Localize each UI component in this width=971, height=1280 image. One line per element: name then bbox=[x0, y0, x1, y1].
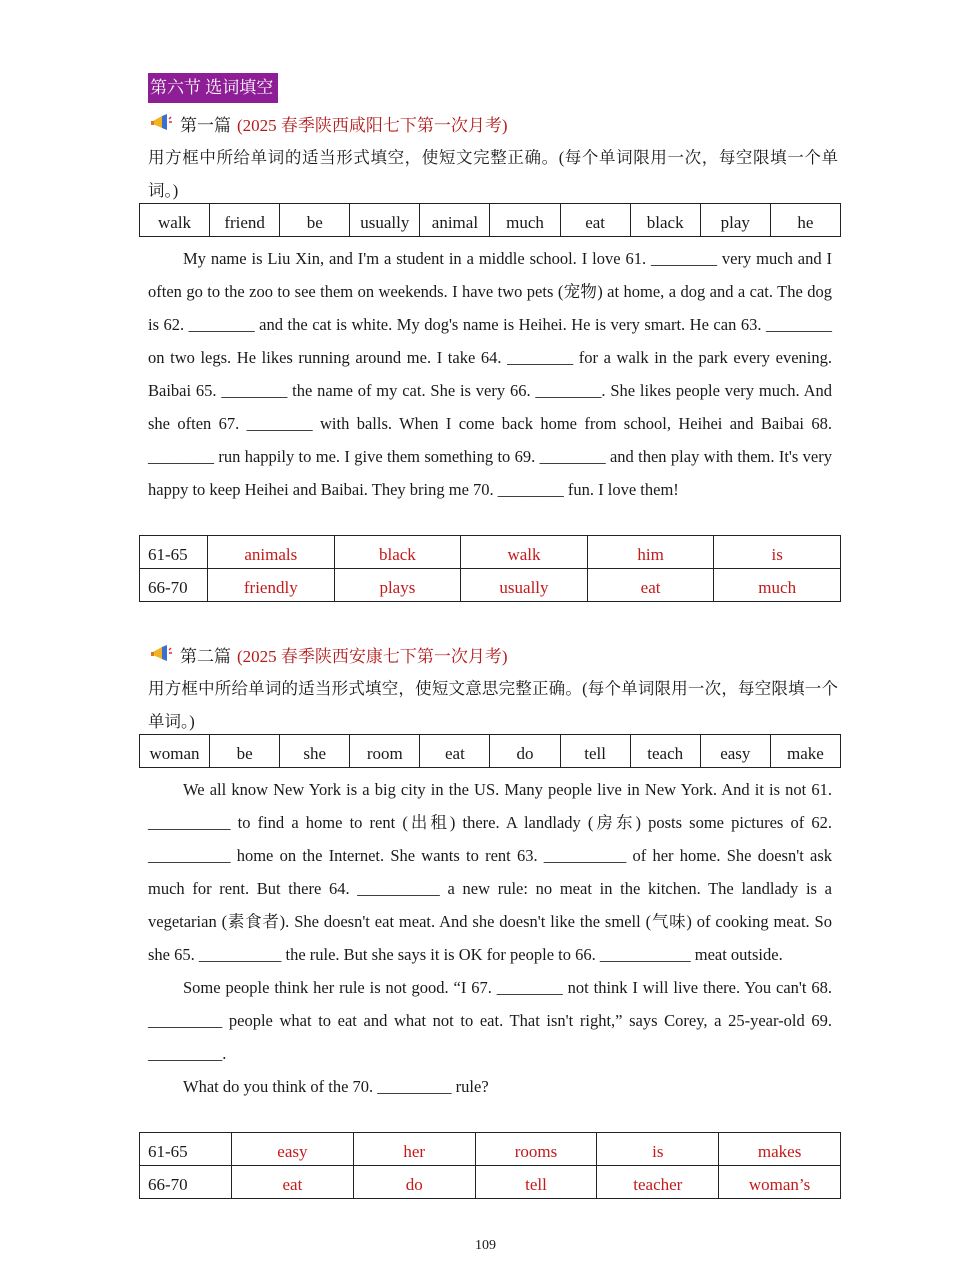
word-cell: she bbox=[280, 735, 350, 768]
answer-row bbox=[140, 1133, 841, 1166]
answer-cell: plays bbox=[334, 569, 461, 602]
part2-label: 第二篇 bbox=[180, 647, 231, 666]
answer-cell: easy bbox=[232, 1133, 354, 1166]
part2-paragraph: Some people think her rule is not good. “I 67. ________ not think I will live there. You can't 68. _________ people what to eat and what not to eat. That isn't right,” says Corey, a 25-year-old 69. _________. bbox=[148, 978, 832, 1063]
answer-cell: walk bbox=[461, 536, 588, 569]
answer-cell: friendly bbox=[208, 569, 335, 602]
answer-cell: rooms bbox=[475, 1133, 597, 1166]
word-cell: walk bbox=[140, 204, 210, 237]
answer-row-label: 66-70 bbox=[140, 569, 208, 602]
word-cell: tell bbox=[560, 735, 630, 768]
word-cell: black bbox=[630, 204, 700, 237]
answer-cell: is bbox=[714, 536, 841, 569]
answer-cell: usually bbox=[461, 569, 588, 602]
word-cell: teach bbox=[630, 735, 700, 768]
part2-passage bbox=[148, 773, 832, 1103]
answer-cell: much bbox=[714, 569, 841, 602]
word-cell: woman bbox=[140, 735, 210, 768]
part2-paragraph: What do you think of the 70. _________ rule? bbox=[183, 1077, 489, 1096]
word-cell: easy bbox=[700, 735, 770, 768]
answer-cell: teacher bbox=[597, 1166, 719, 1199]
answer-row bbox=[140, 569, 841, 602]
answer-row-label: 61-65 bbox=[140, 1133, 232, 1166]
word-cell: play bbox=[700, 204, 770, 237]
word-cell: eat bbox=[560, 204, 630, 237]
part1-passage bbox=[148, 242, 832, 506]
answer-cell: her bbox=[353, 1133, 475, 1166]
word-cell: eat bbox=[420, 735, 490, 768]
megaphone-icon bbox=[150, 644, 172, 664]
word-cell: friend bbox=[210, 204, 280, 237]
answer-row-label: 66-70 bbox=[140, 1166, 232, 1199]
part1-source: (2025 春季陕西咸阳七下第一次月考) bbox=[237, 116, 508, 135]
answer-row bbox=[140, 1166, 841, 1199]
answer-row-label: 61-65 bbox=[140, 536, 208, 569]
part2-source: (2025 春季陕西安康七下第一次月考) bbox=[237, 647, 508, 666]
answer-cell: do bbox=[353, 1166, 475, 1199]
answer-cell: him bbox=[587, 536, 714, 569]
part1-answer-table bbox=[139, 535, 841, 602]
answer-cell: eat bbox=[232, 1166, 354, 1199]
answer-cell: woman’s bbox=[719, 1166, 841, 1199]
answer-cell: eat bbox=[587, 569, 714, 602]
part2-instruction: 用方框中所给单词的适当形式填空，使短文意思完整正确。(每个单词限用一次，每空限填一个单词。) bbox=[148, 679, 838, 731]
part2-answer-table bbox=[139, 1132, 841, 1199]
word-cell: he bbox=[770, 204, 840, 237]
part1-heading bbox=[150, 113, 508, 137]
answer-cell: makes bbox=[719, 1133, 841, 1166]
answer-cell: tell bbox=[475, 1166, 597, 1199]
megaphone-icon bbox=[150, 113, 172, 133]
part1-label: 第一篇 bbox=[180, 116, 231, 135]
part2-heading bbox=[150, 644, 508, 668]
answer-cell: black bbox=[334, 536, 461, 569]
word-cell: much bbox=[490, 204, 560, 237]
section-title: 第六节 选词填空 bbox=[148, 73, 278, 103]
answer-cell: animals bbox=[208, 536, 335, 569]
part2-paragraph: We all know New York is a big city in the US. Many people live in New York. And it is not 61. __________ to find a home to rent (出租) there. A landlady (房东) posts some pictures of 62. __________ home on the Internet. She wants to rent 63. __________ of her home. She doesn't ask much for rent. But there 64. __________ a new rule: no meat in the kitchen. The landlady is a vegetarian (素食者). She doesn't eat meat. And she doesn't like the smell (气味) of cooking meat. So she 65. __________ the rule. But she says it is OK for people to 66. ___________ meat outside. bbox=[148, 780, 832, 964]
answer-row bbox=[140, 536, 841, 569]
word-cell: usually bbox=[350, 204, 420, 237]
answer-cell: is bbox=[597, 1133, 719, 1166]
page-number: 109 bbox=[475, 1238, 496, 1253]
word-cell: be bbox=[210, 735, 280, 768]
part1-word-box bbox=[139, 203, 841, 237]
word-cell: make bbox=[770, 735, 840, 768]
word-cell: room bbox=[350, 735, 420, 768]
part1-instruction: 用方框中所给单词的适当形式填空，使短文完整正确。(每个单词限用一次，每空限填一个单词。) bbox=[148, 148, 838, 200]
word-cell: be bbox=[280, 204, 350, 237]
word-cell: do bbox=[490, 735, 560, 768]
part1-paragraph: My name is Liu Xin, and I'm a student in a middle school. I love 61. ________ very much and I often go to the zoo to see them on weekends. I have two pets (宠物) at home, a dog and a cat. The dog is 62. ________ and the cat is white. My dog's name is Heihei. He is very smart. He can 63. ________ on two legs. He likes running around me. I take 64. ________ for a walk in the park every evening. Baibai 65. ________ the name of my cat. She is very 66. ________. She likes people very much. And she often 67. ________ with balls. When I come back home from school, Heihei and Baibai 68. ________ run happily to me. I give them something to 69. ________ and then play with them. It's very happy to keep Heihei and Baibai. They bring me 70. ________ fun. I love them! bbox=[148, 249, 832, 499]
word-cell: animal bbox=[420, 204, 490, 237]
part2-word-box bbox=[139, 734, 841, 768]
